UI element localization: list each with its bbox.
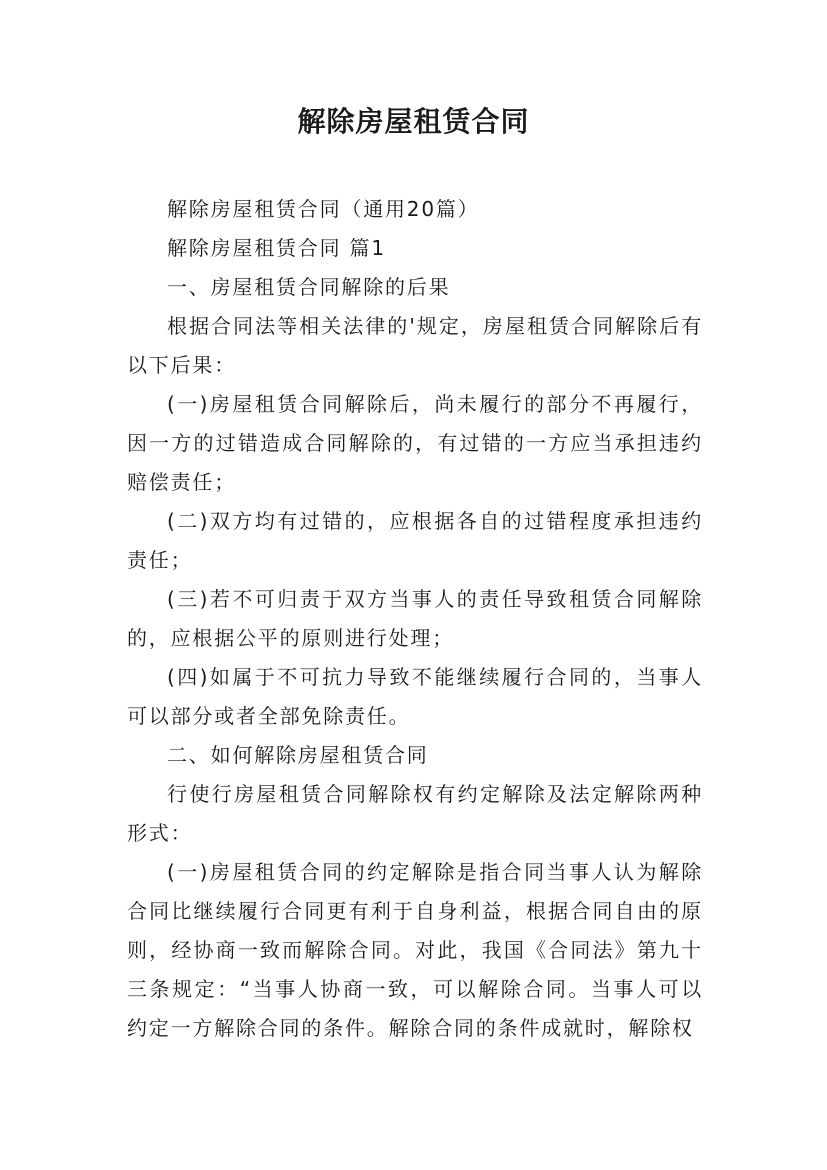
paragraph: (一)房屋租赁合同的约定解除是指合同当事人认为解除合同比继续履行合同更有利于自身利益，根据合同自由的原则，经协商一致而解除合同。对此，我国《合同法》第九十三条规定：“当事人协商一致，可以解除合同。当事人可以约定一方解除合同的条件。解除合同的条件成就时，解除权 — [127, 860, 703, 1040]
document-body — [127, 190, 703, 1048]
paragraph: 根据合同法等相关法律的'规定，房屋租赁合同解除后有以下后果： — [127, 314, 703, 377]
paragraph-heading-how-to-terminate: 二、如何解除房屋租赁合同 — [167, 743, 429, 767]
paragraph: (一)房屋租赁合同解除后，尚未履行的部分不再履行，因一方的过错造成合同解除的，有过错的一方应当承担违约赔偿责任； — [127, 392, 703, 494]
paragraph: (二)双方均有过错的，应根据各自的过错程度承担违约责任； — [127, 509, 703, 572]
paragraph-subtitle: 解除房屋租赁合同（通用20篇） — [167, 197, 480, 221]
paragraph: 行使行房屋租赁合同解除权有约定解除及法定解除两种形式： — [127, 782, 703, 845]
paragraph-heading-consequences: 一、房屋租赁合同解除的后果 — [167, 275, 451, 299]
paragraph-section-heading: 解除房屋租赁合同 篇1 — [167, 236, 386, 260]
document-title: 解除房屋租赁合同 — [297, 105, 530, 138]
paragraph: (四)如属于不可抗力导致不能继续履行合同的，当事人可以部分或者全部免除责任。 — [127, 665, 703, 728]
paragraph: (三)若不可归责于双方当事人的责任导致租赁合同解除的，应根据公平的原则进行处理； — [127, 587, 703, 650]
